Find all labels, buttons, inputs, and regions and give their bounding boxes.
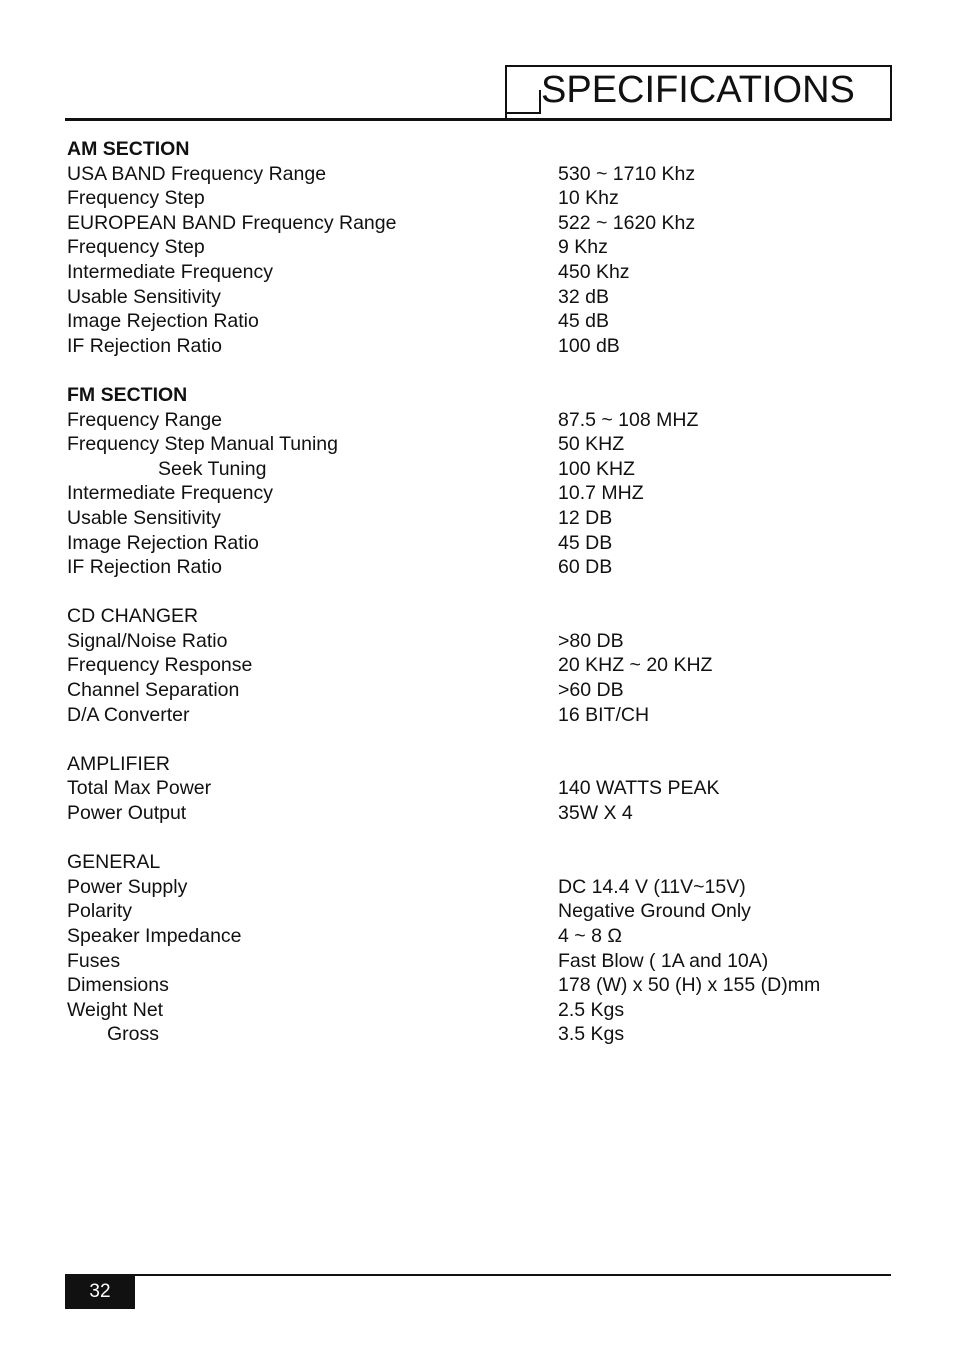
spec-row [67,973,867,998]
spec-value: 3.5 Kgs [558,1023,625,1046]
spec-label: EUROPEAN BAND Frequency Range [67,211,397,234]
section-heading: CD CHANGER [67,605,199,628]
spec-row [67,408,867,433]
spec-value: 530 ~ 1710 Khz [558,162,696,185]
spec-row [67,678,867,703]
spec-label: Fuses [67,949,121,972]
spec-label: Image Rejection Ratio [67,531,259,554]
spec-value: 4 ~ 8 Ω [558,925,622,947]
spec-row [67,703,867,728]
spec-row [67,481,867,506]
spec-value: Negative Ground Only [558,900,751,923]
spec-label: Image Rejection Ratio [67,310,259,333]
section-heading: AM SECTION [67,138,190,160]
spec-row [67,629,867,654]
spec-value: 100 dB [558,334,620,357]
spec-label: Frequency Response [67,654,253,677]
spec-row [67,235,867,260]
spec-value: 87.5 ~ 108 MHZ [558,408,699,431]
spec-label: Intermediate Frequency [67,260,273,283]
spec-row [67,457,867,482]
spec-row [67,260,867,285]
spec-row [67,285,867,310]
spec-value: 522 ~ 1620 Khz [558,211,696,234]
spec-row [67,162,867,187]
spec-label: Frequency Step [67,236,205,259]
spec-label: Frequency Step Manual Tuning [67,433,339,456]
spec-label: Channel Separation [67,679,240,702]
spec-label: Seek Tuning [158,457,267,480]
spec-label: Intermediate Frequency [67,482,273,505]
section-gap [67,580,867,605]
spec-value: 20 KHZ ~ 20 KHZ [558,654,713,677]
spec-value: 45 dB [558,310,609,333]
spec-label: Polarity [67,900,133,923]
spec-value: 9 Khz [558,236,608,259]
section-heading-general [67,850,867,875]
spec-label: Usable Sensitivity [67,285,221,308]
spec-label: IF Rejection Ratio [67,334,222,357]
spec-row [67,334,867,359]
section-heading: AMPLIFIER [67,752,170,775]
spec-value: 45 DB [558,531,613,554]
specifications-list [67,137,867,1047]
spec-row [67,998,867,1023]
spec-value: 35W X 4 [558,802,633,825]
spec-value: 178 (W) x 50 (H) x 155 (D)mm [558,974,821,997]
spec-value: 32 dB [558,285,609,308]
section-heading-amplifier [67,752,867,777]
title-notch [505,112,541,114]
spec-row [67,506,867,531]
section-gap [67,826,867,851]
spec-label: Power Supply [67,875,188,898]
spec-row [67,875,867,900]
spec-value: 100 KHZ [558,457,635,480]
spec-value: 2.5 Kgs [558,998,625,1021]
spec-row [67,211,867,236]
spec-value: DC 14.4 V (11V~15V) [558,875,746,898]
spec-value: >80 DB [558,629,624,652]
spec-value: 10.7 MHZ [558,482,644,505]
section-heading: FM SECTION [67,383,188,406]
spec-label: Dimensions [67,974,169,997]
spec-row [67,531,867,556]
spec-label: Total Max Power [67,777,212,800]
spec-value: 10 Khz [558,187,619,210]
spec-label: Usable Sensitivity [67,506,221,529]
page-number-badge [65,1275,135,1309]
spec-label: Frequency Range [67,408,223,431]
spec-row [67,899,867,924]
spec-label: IF Rejection Ratio [67,556,222,579]
spec-row [67,309,867,334]
spec-row [67,776,867,801]
section-gap [67,358,867,383]
spec-row [67,949,867,974]
spec-value: 60 DB [558,556,613,579]
spec-value: 50 KHZ [558,433,625,456]
spec-label: Frequency Step [67,187,205,210]
spec-label: Speaker Impedance [67,925,242,947]
spec-value: Fast Blow ( 1A and 10A) [558,949,769,972]
footer-rule [65,1274,891,1276]
spec-row [67,555,867,580]
section-heading: GENERAL [67,851,161,874]
spec-value: 140 WATTS PEAK [558,777,720,800]
section-gap [67,727,867,752]
spec-row [67,653,867,678]
spec-value: 16 BIT/CH [558,703,650,726]
spec-row [67,186,867,211]
spec-label: Weight Net [67,998,164,1021]
spec-label: USA BAND Frequency Range [67,162,327,185]
spec-value: 450 Khz [558,260,630,283]
spec-label: Power Output [67,802,187,825]
spec-row [67,924,867,949]
spec-row [67,801,867,826]
section-heading-cd-changer [67,604,867,629]
spec-label: Signal/Noise Ratio [67,629,228,652]
spec-value: >60 DB [558,679,624,702]
spec-value: 12 DB [558,506,613,529]
spec-label: D/A Converter [67,703,190,726]
section-heading-fm [67,383,867,408]
spec-row [67,1022,867,1047]
page-number: 32 [89,1281,111,1302]
spec-row [67,432,867,457]
page-title: SPECIFICATIONS [541,69,855,111]
spec-label: Gross [107,1023,160,1046]
section-heading-am [67,137,867,162]
